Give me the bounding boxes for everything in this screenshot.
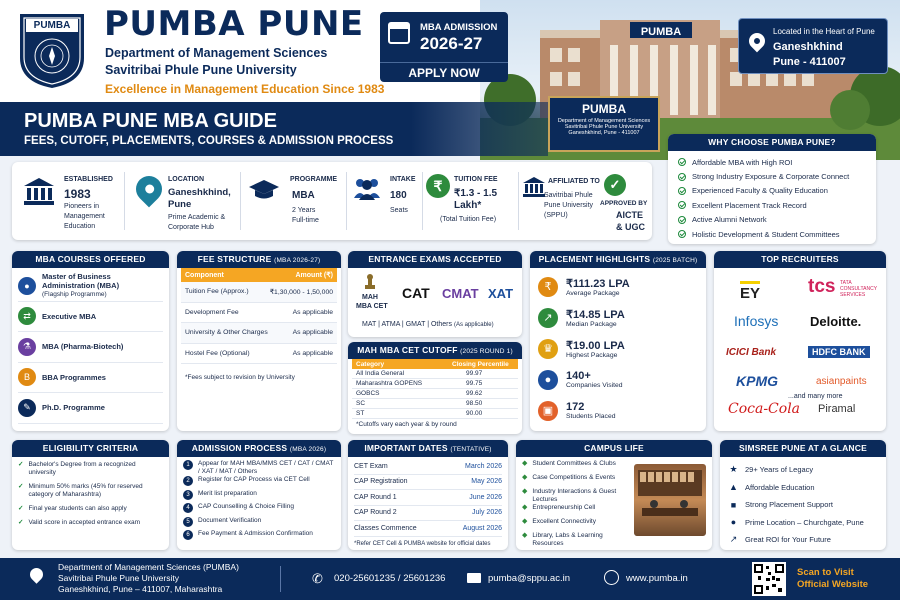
asianpaints-logo: asianpaints [816,376,867,387]
fee-row [181,344,337,365]
scan-text: Official Website [797,579,869,590]
campus-life-card [516,440,712,550]
why-item-text: Affordable MBA with High ROI [692,157,793,167]
apply-now-button[interactable]: APPLY NOW [380,62,508,80]
placement-label: Students Placed [566,413,616,420]
campus-text: Library, Labs & Learning Resources [532,532,603,547]
cutoff-col-header: Closing Percentile [452,360,509,368]
course-item [18,332,163,363]
exam-cat: CAT [402,285,430,301]
exam-mah: MAH [362,294,378,301]
star-icon: ★ [729,464,738,475]
footer-phone[interactable]: 020-25601235 / 25601236 [334,573,446,584]
why-item-text: Holistic Development & Student Committees [692,229,840,239]
cutoff-value: 99.97 [466,370,483,377]
ey-logo: EY [740,281,760,302]
emblem-icon [364,273,376,291]
exams-title: ENTRANCE EXAMS ACCEPTED [348,251,522,268]
fact-label: TUITION FEE [454,176,498,183]
admission-process-card [177,440,341,550]
campus-text: Student Committees & Clubs [532,460,616,467]
cutoff-note: *Cutoffs vary each year & by round [356,421,457,428]
check-icon [678,230,686,238]
cutoff-value: 99.75 [466,380,483,387]
campus-bullet-icon: ◆ [522,488,528,495]
cutoff-row [352,409,518,419]
placement-item [538,395,698,426]
fee-col-header: Amount (₹) [295,272,333,279]
fact-label: LOCATION [168,176,205,183]
course-item [18,302,163,333]
briefcase-icon: ■ [730,499,737,510]
cutoff-value: 90.00 [466,410,483,417]
placement-value: 172 [566,401,585,413]
step-text: CAP Counselling & Choice Filling [198,503,294,510]
dates-title-sub: (TENTATIVE) [450,446,492,453]
glance-text: Great ROI for Your Future [745,535,831,545]
fee-component: University & Other Charges [185,329,268,337]
placement-item [538,302,698,333]
bba-icon: B [18,368,36,386]
dates-title: IMPORTANT DATES [364,443,448,453]
campus-item [522,504,622,518]
cutoff-row [352,389,518,399]
check-icon [678,158,686,166]
step-text: Register for CAP Process via CET Cell [198,476,310,483]
placement-item [538,271,698,302]
process-step [183,460,335,476]
fact-desc: Seats [390,207,408,214]
why-item [678,227,866,241]
campus-item [522,460,622,474]
cutoff-title: MAH MBA CET CUTOFF [357,345,458,355]
infosys-logo: Infosys [734,313,779,329]
why-item [678,198,866,212]
step-text: Appear for MAH MBA/MMS CET / CAT / CMAT / XAT / MAT / Others [198,460,334,475]
fact-desc: Pune University [544,202,594,209]
tcs-logo: tcs [808,276,836,297]
fact-value: 1983 [64,187,91,201]
admission-year: 2026-27 [420,34,483,53]
step-number-badge: 1 [183,460,193,470]
cutoff-card [348,342,522,434]
cutoff-category: All India General [356,370,405,377]
glance-card [720,440,886,550]
fact-label: ESTABLISHED [64,176,113,183]
courses-title: MBA COURSES OFFERED [12,251,169,268]
fee-amount: As applicable [292,349,333,357]
fee-col-header: Component [185,271,224,279]
campus-bullet-icon: ◆ [522,460,528,467]
fact-desc: Savitribai Phule [544,192,593,199]
placement-value: ₹19.00 LPA [566,339,625,352]
facts-bar [12,162,652,240]
step-number-badge: 3 [183,490,193,500]
cutoff-category: GOBCS [356,390,380,397]
date-event: CAP Round 1 [354,493,397,501]
placement-label: Average Package [566,289,620,297]
process-step [183,503,335,517]
glance-text: Prime Location – Churchgate, Pune [745,517,864,527]
campus-item [522,532,622,548]
guide-subtitle: FEES, CUTOFF, PLACEMENTS, COURSES & ADMISSION PROCESS [24,135,394,147]
date-event: CAP Registration [354,478,408,486]
footer-web[interactable]: www.pumba.in [626,573,688,584]
placement-value: 140+ [566,370,591,382]
location-line2: Ganeshkhind [773,41,843,53]
exam-cmat: CMAT [442,286,479,301]
recruiters-more: ...and many more [788,393,843,400]
scan-text: Scan to Visit [797,567,854,578]
campus-item [522,518,622,532]
glance-item [728,461,878,479]
fact-value: AICTE [616,210,643,220]
date-value: June 2026 [469,493,502,501]
approved-check-icon: ✓ [604,174,626,196]
fact-desc: Full-time [292,217,319,224]
placement-label: Highest Package [566,351,618,359]
course-item [18,393,163,424]
why-item [678,169,866,183]
eligibility-text: Valid score in accepted entrance exam [28,519,140,526]
eligibility-item [18,461,163,477]
fee-amount: As applicable [292,308,333,316]
eligibility-text: Minimum 50% marks (45% for reserved category of Maharashtra) [28,483,143,498]
date-value: May 2026 [471,478,502,486]
cutoff-col-header: Category [356,360,385,368]
eligibility-item [18,483,163,499]
cutoff-category: ST [356,410,365,417]
fee-amount: As applicable [292,329,333,337]
location-line3: Pune - 411007 [773,56,846,68]
why-item [678,155,866,169]
glance-text: Strong Placement Support [745,500,833,510]
placement-value: ₹14.85 LPA [566,308,625,321]
why-item-text: Strong Industry Exposure & Corporate Connect [692,172,850,182]
course-name: Executive MBA [42,311,97,321]
cutoff-value: 99.62 [466,390,483,397]
check-icon [678,216,686,224]
header-univ: Savitribai Phule Pune University [105,63,297,77]
glance-text: Affordable Education [745,482,815,492]
date-row [354,521,502,537]
fee-amount: ₹1,30,000 - 1,50,000 [269,288,333,296]
graduation-cap-icon [248,178,280,204]
fact-value: MBA [292,190,315,201]
header-tagline: Excellence in Management Education Since 1983 [105,82,385,96]
check-icon: ✓ [18,519,24,526]
campus-bullet-icon: ◆ [522,504,528,511]
fact-label: PROGRAMME [290,176,338,183]
glance-item [728,514,878,532]
building-sign-line: Ganeshkhind, Pune - 411007 [568,130,640,136]
entrance-exams-card [348,251,522,337]
exam-others-note: (As applicable) [453,322,494,328]
institution-icon [22,176,56,206]
why-item-text: Experienced Faculty & Quality Education [692,186,828,196]
check-icon: ✓ [18,461,24,468]
header-title: PUMBA PUNE [104,4,364,44]
footer-location-icon [27,565,45,583]
cutoff-row [352,399,518,409]
glance-title: SIMSREE PUNE AT A GLANCE [720,440,886,457]
growth-icon: ↗ [729,534,738,545]
exam-xat: XAT [488,286,514,301]
tcs-logo-sub: TATA CONSULTANCY SERVICES [840,280,878,298]
step-number-badge: 2 [183,476,193,486]
phone-icon: ✆ [312,571,323,586]
admission-box [380,12,508,82]
why-choose-title: WHY CHOOSE PUMBA PUNE? [668,134,876,151]
campus-text: Industry Interactions & Guest Lectures [532,488,617,503]
check-icon [678,173,686,181]
check-icon: ✓ [18,505,24,512]
course-name: BBA Programmes [42,372,106,382]
dates-card [348,440,508,550]
step-number-badge: 6 [183,530,193,540]
process-step [183,530,335,544]
building-sign-line: Savitribai Phule Pune University [564,124,644,130]
building-sign-line: Department of Management Sciences [557,118,651,124]
placement-label: Median Package [566,320,617,328]
fact-value: Pune [168,199,192,210]
date-row [354,475,502,491]
placement-item [538,364,698,395]
fee-row [181,282,337,303]
guide-band [0,102,548,156]
course-name: MBA (Pharma-Biotech) [42,342,124,352]
campus-text: Case Competitions & Events [532,474,616,481]
hdfc-logo: HDFC BANK [808,346,870,358]
footer-addr: Department of Management Sciences (PUMBA) [58,562,239,572]
campus-bullet-icon: ◆ [522,532,528,539]
step-text: Merit list preparation [198,489,257,497]
campus-title: CAMPUS LIFE [516,440,712,457]
fee-title: FEE STRUCTURE [197,254,272,264]
date-row [354,459,502,475]
process-step [183,490,335,504]
people-icon [352,176,382,202]
fee-row [181,303,337,324]
placement-title-sub: (2025 BATCH) [652,257,698,264]
fee-note: *Fees subject to revision by University [185,374,295,381]
process-title: ADMISSION PROCESS [191,443,288,453]
group-icon: ● [538,370,558,390]
fee-component: Tuition Fee (Approx.) [185,288,249,296]
fact-desc: Corporate Hub [168,224,214,231]
placement-item [538,333,698,364]
map-pin-icon [746,30,769,53]
fact-desc: Pioneers in [64,203,100,210]
logo-text: PUMBA [33,20,71,31]
fact-desc: (Total Tuition Fee) [440,216,497,223]
why-choose-card [668,134,876,244]
cutoff-category: Maharashtra GOPENS [356,380,423,387]
footer-addr: Savitribai Phule Pune University [58,573,179,583]
placement-label: Companies Visited [566,382,623,389]
fact-value: & UGC [616,222,645,232]
rupee-icon: ₹ [426,174,450,198]
campus-item [522,488,622,504]
fact-desc: (SPPU) [544,212,568,219]
process-step [183,476,335,490]
glance-item [728,479,878,497]
email-icon [467,573,481,583]
cutoff-row [352,369,518,379]
step-text: Fee Payment & Admission Confirmation [198,530,313,537]
eligibility-title: ELIGIBILITY CRITERIA [12,440,169,457]
cutoff-title-sub: (2025 ROUND 1) [460,348,513,355]
step-number-badge: 4 [183,503,193,513]
fact-value: Ganeshkhind, [168,187,231,198]
course-name: Master of Business Administration (MBA) [42,272,120,291]
course-sub: (Flagship Programme) [42,291,107,299]
glance-text: 29+ Years of Legacy [745,465,814,475]
cap-icon: ▲ [729,482,738,493]
fact-value: 180 [390,190,407,201]
campus-text: Entrepreneurship Cell [532,504,596,511]
placement-title: PLACEMENT HIGHLIGHTS [538,254,651,264]
glance-item [728,496,878,514]
briefcase-icon: ▣ [538,401,558,421]
exec-icon: ⇄ [18,307,36,325]
cutoff-value: 98.50 [466,400,483,407]
fee-structure-card [177,251,341,431]
check-icon [678,201,686,209]
process-step [183,517,335,531]
eligibility-text: Bachelor's Degree from a recognized university [28,461,136,476]
fact-label: INTAKE [390,176,416,183]
course-item [18,363,163,394]
pumba-logo [16,10,88,90]
library-photo [634,464,706,536]
why-item [678,213,866,227]
why-item [678,184,866,198]
fact-value: Lakh* [454,200,482,211]
location-line1: Located in the Heart of Pune [773,27,875,36]
location-pin-icon [131,171,168,208]
qr-code[interactable] [752,562,786,596]
campus-text: Excellent Connectivity [532,518,596,525]
building-sign-title: PUMBA [582,102,626,116]
phd-icon: ✎ [18,399,36,417]
cutoff-category: SC [356,400,366,407]
deloitte-logo: Deloitte. [810,314,862,329]
rupee-coin-icon: ₹ [538,277,558,297]
fact-label: AFFILIATED TO [548,178,600,185]
cutoff-row [352,379,518,389]
trophy-icon: ♛ [538,339,558,359]
recruiters-title: TOP RECRUITERS [714,251,886,268]
campus-bullet-icon: ◆ [522,474,528,481]
calendar-icon [388,22,410,44]
fact-value: ₹1.3 - 1.5 [454,188,498,199]
date-value: August 2026 [462,524,502,532]
fee-component: Development Fee [185,308,239,316]
growth-chart-icon: ↗ [538,308,558,328]
university-icon [522,176,546,200]
date-event: CAP Round 2 [354,509,397,517]
glance-item [728,531,878,549]
footer-email[interactable]: pumba@sppu.ac.in [488,573,570,584]
fee-row [181,323,337,344]
course-item [18,271,163,302]
person-icon: ● [18,277,36,295]
check-icon: ✓ [18,483,24,490]
date-row [354,490,502,506]
date-value: July 2026 [472,509,502,517]
admission-label: MBA ADMISSION [420,22,498,33]
fact-label: APPROVED BY [600,200,648,207]
campus-item [522,474,622,488]
step-text: Document Verification [198,516,262,524]
fact-desc: Management [64,213,105,220]
campus-bullet-icon: ◆ [522,518,528,525]
dates-note: *Refer CET Cell & PUMBA website for official dates [354,540,491,547]
cocacola-logo: Coca-Cola [728,401,801,417]
eligibility-item [18,505,163,513]
recruiters-card [714,251,886,431]
date-value: March 2026 [465,462,502,470]
footer [0,558,900,600]
piramal-logo: Piramal [818,403,856,415]
building-roof-sign: PUMBA [640,26,682,38]
fact-desc: Prime Academic & [168,214,226,221]
fee-component: Hostel Fee (Optional) [185,349,250,357]
kpmg-logo: KPMG [736,373,778,389]
check-icon [678,187,686,195]
date-row [354,506,502,522]
eligibility-text: Final year students can also apply [28,505,127,512]
footer-addr: Ganeshkhind, Pune – 411007, Maharashtra [58,584,223,594]
exam-mah-sub: MBA CET [356,303,388,310]
header-dept: Department of Management Sciences [105,46,328,60]
guide-title: PUMBA PUNE MBA GUIDE [24,110,277,132]
eligibility-card [12,440,169,550]
building-sign [548,96,660,152]
flask-icon: ⚗ [18,338,36,356]
eligibility-item [18,519,163,527]
placement-value: ₹111.23 LPA [566,277,630,290]
fact-desc: 2 Years [292,207,316,214]
date-event: Classes Commence [354,524,417,532]
date-event: CET Exam [354,462,388,470]
location-box [738,18,888,74]
icici-logo: ICICI Bank [726,347,777,358]
placements-card [530,251,706,431]
exam-others: MAT | ATMA | GMAT | Others [362,321,452,328]
course-name: Ph.D. Programme [42,403,105,413]
step-number-badge: 5 [183,517,193,527]
why-item-text: Excellent Placement Track Record [692,200,807,210]
why-item-text: Active Alumni Network [692,215,767,225]
globe-icon [604,570,619,585]
process-title-sub: (MBA 2026) [289,446,327,453]
fee-title-sub: (MBA 2026-27) [274,257,321,264]
fact-desc: Education [64,223,96,230]
location-icon: ● [730,517,737,528]
courses-card [12,251,169,431]
